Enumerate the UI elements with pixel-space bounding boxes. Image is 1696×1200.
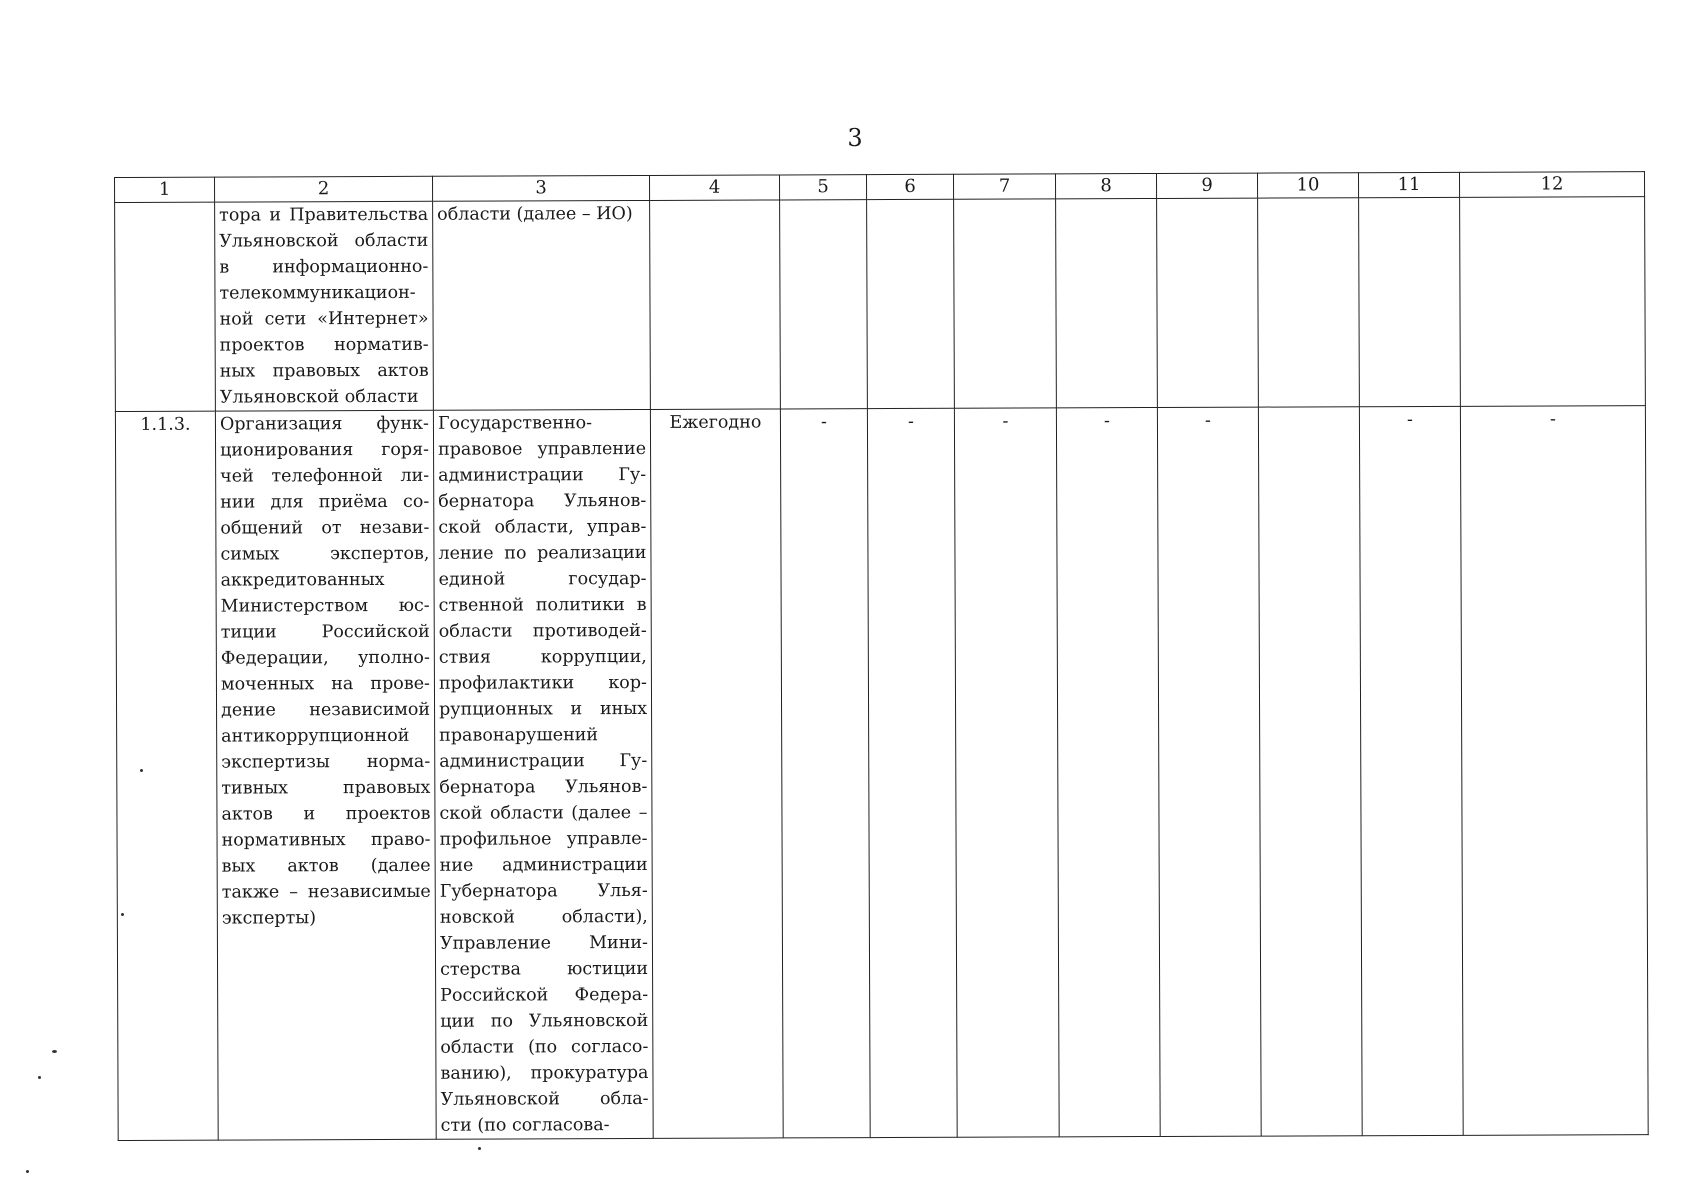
value-cell: - bbox=[780, 409, 870, 1138]
cell-line: Ульяновской области bbox=[219, 386, 419, 408]
value-cell bbox=[1056, 198, 1158, 407]
cell-line: актов и проектов bbox=[221, 803, 431, 825]
cell-line: дение независимой bbox=[221, 699, 431, 721]
cell-line: сти (по согласова- bbox=[440, 1115, 610, 1136]
scan-speck bbox=[478, 1147, 481, 1150]
value-cell: - bbox=[1056, 407, 1160, 1136]
cell-line: профильное управле- bbox=[439, 828, 648, 850]
cell-line: эксперты) bbox=[221, 908, 317, 929]
header-cell: 9 bbox=[1156, 173, 1257, 198]
cell-line: Ульяновской обла- bbox=[440, 1088, 649, 1110]
header-cell: 4 bbox=[649, 175, 779, 200]
cell-line: новской области), bbox=[439, 906, 648, 928]
period-cell: Ежегодно bbox=[650, 409, 783, 1138]
header-cell: 10 bbox=[1257, 173, 1358, 198]
cell-line: чей телефонной ли- bbox=[220, 465, 430, 487]
header-cell: 8 bbox=[1055, 173, 1156, 198]
value-cell: - bbox=[867, 408, 957, 1137]
value-cell bbox=[780, 200, 868, 409]
cell-line: единой государ- bbox=[438, 568, 647, 590]
cell-line: телекоммуникацион- bbox=[219, 282, 416, 304]
cell-line: проектов норматив- bbox=[219, 334, 429, 356]
cell-line: профилактики кор- bbox=[438, 672, 647, 694]
plan-table bbox=[114, 171, 1649, 1141]
header-cell: 1 bbox=[115, 177, 215, 202]
header-cell: 2 bbox=[215, 176, 433, 202]
value-cell bbox=[1460, 197, 1646, 407]
cell-line: аккредитованных bbox=[220, 569, 385, 591]
scan-speck bbox=[38, 1076, 41, 1079]
cell-line: Управление Мини- bbox=[439, 932, 648, 954]
header-cell: 11 bbox=[1358, 172, 1459, 197]
cell-line: ственной политики в bbox=[438, 594, 647, 616]
page-number: 3 bbox=[847, 124, 863, 152]
cell-line: Государственно- bbox=[437, 413, 593, 434]
value-cell bbox=[1258, 407, 1362, 1136]
cell-line: нормативных право- bbox=[221, 829, 431, 851]
cell-line: рупционных и иных bbox=[439, 698, 648, 720]
cell-line: ние администрации bbox=[439, 854, 648, 876]
cell-line: экспертизы норма- bbox=[221, 751, 431, 773]
measure-cell bbox=[215, 410, 436, 1140]
cell-line: Федерации, уполно- bbox=[220, 647, 430, 669]
row-number-cell: 1.1.3. bbox=[115, 411, 218, 1140]
header-cell: 5 bbox=[779, 175, 866, 200]
value-cell: - bbox=[1460, 406, 1648, 1136]
cell-line: Губернатора Улья- bbox=[439, 880, 648, 902]
cell-line: Министерством юс- bbox=[220, 595, 430, 617]
header-cell: 7 bbox=[953, 174, 1055, 199]
cell-line: также – независимые bbox=[221, 881, 431, 903]
value-cell bbox=[867, 199, 955, 408]
responsible-cell bbox=[433, 409, 653, 1139]
table-row bbox=[115, 406, 1648, 1141]
cell-line: в информационно- bbox=[219, 256, 429, 278]
cell-line: области (по согласо- bbox=[440, 1036, 649, 1058]
cell-line: ствия коррупции, bbox=[438, 646, 647, 668]
header-cell: 3 bbox=[432, 175, 649, 201]
table-row bbox=[115, 197, 1646, 412]
cell-line: антикоррупционной bbox=[221, 725, 410, 747]
cell-line: администрации Гу- bbox=[438, 464, 647, 486]
cell-line: бернатора Ульянов- bbox=[439, 776, 648, 798]
cell-line: ление по реализации bbox=[438, 542, 647, 564]
cell-line: вых актов (далее bbox=[221, 855, 431, 877]
cell-line: нии для приёма со- bbox=[220, 491, 430, 513]
cell-line: ской области (далее – bbox=[439, 802, 648, 824]
value-cell bbox=[1157, 198, 1259, 407]
cell-line: бернатора Ульянов- bbox=[438, 490, 647, 512]
cell-line: ции по Ульяновской bbox=[440, 1010, 649, 1032]
cell-line: стерства юстиции bbox=[440, 958, 649, 980]
value-cell bbox=[1359, 197, 1461, 406]
value-cell bbox=[1258, 198, 1360, 407]
value-cell bbox=[954, 199, 1057, 408]
cell-line: Ульяновской области bbox=[219, 230, 429, 252]
responsible-cell bbox=[433, 200, 651, 410]
header-cell: 12 bbox=[1459, 172, 1644, 198]
row-number-cell bbox=[115, 202, 216, 411]
cell-line: ванию), прокуратура bbox=[440, 1062, 649, 1084]
cell-line: Российской Федера- bbox=[440, 984, 649, 1006]
cell-line: ной сети «Интернет» bbox=[219, 308, 429, 330]
value-cell: - bbox=[1359, 406, 1463, 1135]
cell-line: области противодей- bbox=[438, 620, 647, 642]
scan-speck bbox=[140, 769, 143, 772]
value-cell: - bbox=[1157, 407, 1261, 1136]
scan-speck bbox=[52, 1050, 57, 1053]
cell-line: тиции Российской bbox=[220, 621, 430, 643]
cell-line: симых экспертов, bbox=[220, 543, 430, 565]
cell-line: общений от незави- bbox=[220, 517, 430, 539]
cell-line: ской области, управ- bbox=[438, 516, 647, 538]
cell-line: области (далее – ИО) bbox=[437, 204, 633, 225]
cell-line: ционирования горя- bbox=[220, 439, 430, 461]
cell-line: правовое управление bbox=[438, 438, 647, 460]
period-cell bbox=[650, 200, 781, 409]
cell-line: правонарушений bbox=[439, 725, 599, 746]
cell-line: тивных правовых bbox=[221, 777, 431, 799]
scan-speck bbox=[121, 913, 124, 916]
header-cell: 6 bbox=[866, 174, 953, 199]
cell-line: тора и Правительства bbox=[219, 204, 429, 226]
cell-line: ных правовых актов bbox=[219, 360, 429, 382]
cell-line: Организация функ- bbox=[219, 413, 429, 435]
scan-speck bbox=[26, 1170, 29, 1173]
value-cell: - bbox=[954, 408, 1059, 1137]
measure-cell bbox=[215, 201, 434, 411]
cell-line: моченных на прове- bbox=[220, 673, 430, 695]
cell-line: администрации Гу- bbox=[439, 750, 648, 772]
